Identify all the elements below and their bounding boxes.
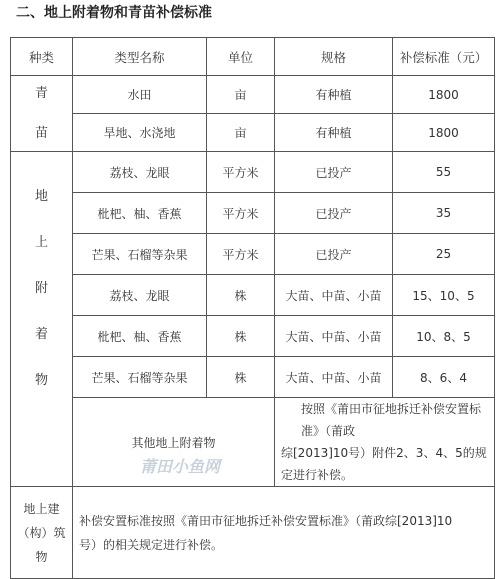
table-row: [11, 275, 495, 316]
cell-unit: 亩: [207, 76, 275, 114]
watermark-logo: 莆田小鱼网: [140, 457, 221, 476]
note-line: 综[2013]10号）附件2、3、4、5的规定进行补偿。: [281, 446, 487, 482]
cell-standard: 10、8、5: [393, 316, 495, 357]
cell-unit: 亩: [207, 114, 275, 152]
table-row: [11, 234, 495, 275]
table-row: [11, 193, 495, 234]
other-attachments-note: [275, 398, 495, 487]
category-seedling: [11, 76, 73, 152]
cell-standard: 35: [393, 193, 495, 234]
category-building: [11, 487, 73, 579]
header-standard: 补偿标准（元）: [393, 38, 495, 76]
cell-spec: 已投产: [275, 193, 393, 234]
category-attachment: [11, 152, 73, 487]
header-spec: 规格: [275, 38, 393, 76]
cell-unit: 平方米: [207, 234, 275, 275]
table-row: [11, 76, 495, 114]
table-row: [11, 357, 495, 398]
cell-spec: 有种植: [275, 114, 393, 152]
note-line: 号）的相关规定进行补偿。: [79, 538, 224, 552]
cell-standard: 15、10、5: [393, 275, 495, 316]
header-type-name: 类型名称: [73, 38, 207, 76]
category-building-line: 物: [35, 549, 48, 564]
cell-spec: 大苗、中苗、小苗: [275, 357, 393, 398]
table-row: [11, 152, 495, 193]
cell-standard: 55: [393, 152, 495, 193]
cell-standard: 8、6、4: [393, 357, 495, 398]
header-kind: 种类: [11, 38, 73, 76]
category-building-line: 地上建: [23, 501, 60, 516]
cell-spec: 已投产: [275, 152, 393, 193]
cell-type-name: 荔枝、龙眼: [73, 152, 207, 193]
cell-standard: 1800: [393, 76, 495, 114]
category-building-line: （构）筑: [17, 525, 66, 540]
cell-type-name: 芒果、石榴等杂果: [73, 357, 207, 398]
cell-spec: 大苗、中苗、小苗: [275, 275, 393, 316]
cell-unit: 株: [207, 275, 275, 316]
building-note: [73, 487, 495, 579]
category-attachment-char: 附: [34, 281, 48, 296]
cell-type-name: 荔枝、龙眼: [73, 275, 207, 316]
compensation-table: [10, 37, 495, 579]
cell-standard: 1800: [393, 114, 495, 152]
header-row: [11, 38, 495, 76]
cell-type-name: 水田: [73, 76, 207, 114]
section-title: 二、地上附着物和青苗补偿标准: [16, 5, 212, 21]
category-attachment-char: 着: [34, 327, 48, 342]
category-seedling-char: 青: [34, 85, 48, 101]
cell-unit: 平方米: [207, 152, 275, 193]
category-seedling-char: 苗: [34, 125, 48, 141]
table-row: [11, 316, 495, 357]
note-line: 补偿安置标准按照《莆田市征地拆迁补偿安置标准》（莆政综[2013]10: [79, 514, 453, 528]
cell-spec: 已投产: [275, 234, 393, 275]
cell-type-name: 枇杷、柚、香蕉: [73, 193, 207, 234]
cell-type-name: 枇杷、柚、香蕉: [73, 316, 207, 357]
cell-unit: 株: [207, 357, 275, 398]
table-row: [11, 487, 495, 579]
cell-unit: 平方米: [207, 193, 275, 234]
category-attachment-char: 上: [34, 235, 48, 250]
cell-type-name: 旱地、水浇地: [73, 114, 207, 152]
cell-type-name: 其他地上附着物: [73, 398, 275, 487]
cell-standard: 25: [393, 234, 495, 275]
category-attachment-char: 物: [34, 373, 48, 388]
cell-spec: 大苗、中苗、小苗: [275, 316, 393, 357]
cell-unit: 株: [207, 316, 275, 357]
table-row: [11, 114, 495, 152]
category-attachment-char: 地: [34, 189, 48, 204]
note-line: 按照《莆田市征地拆迁补偿安置标准》（莆政: [301, 402, 482, 438]
cell-spec: 有种植: [275, 76, 393, 114]
header-unit: 单位: [207, 38, 275, 76]
table-row: [11, 398, 495, 487]
cell-type-name: 芒果、石榴等杂果: [73, 234, 207, 275]
